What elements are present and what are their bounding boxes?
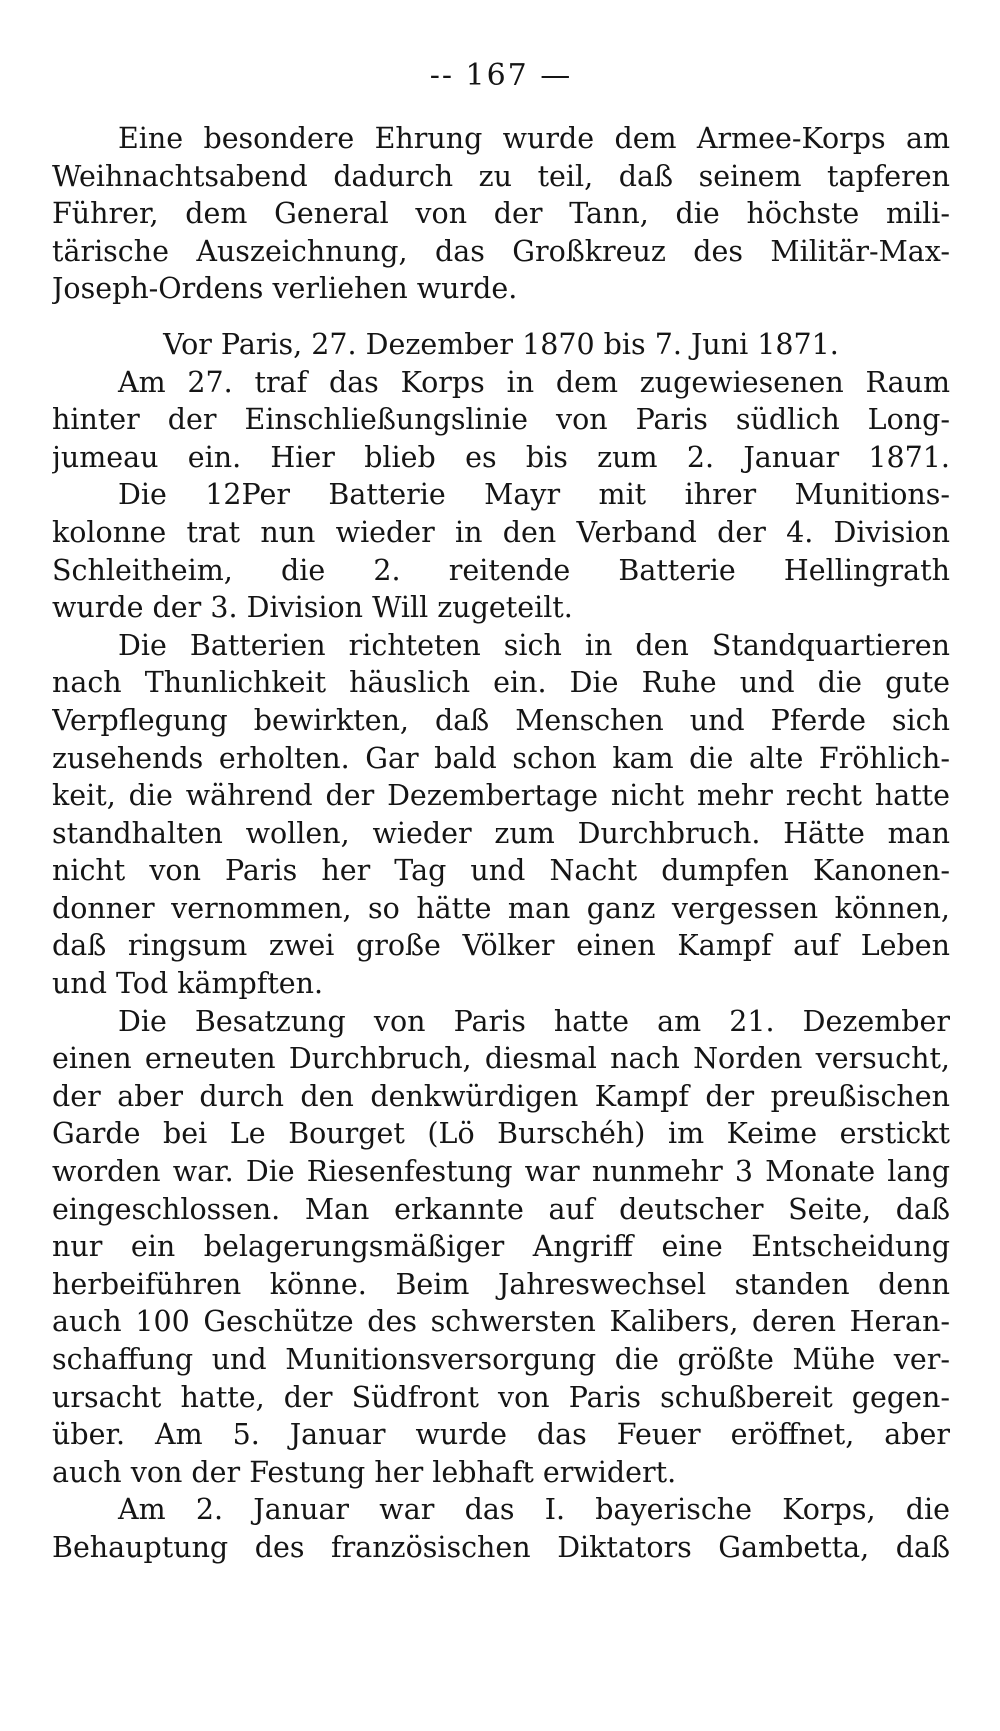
text-line: tärische Auszeichnung, das Großkreuz des Militär-Max-	[52, 234, 950, 268]
page-number: -- 167 —	[429, 58, 573, 93]
text-line: ursacht hatte, der Südfront von Paris schußbereit gegen-	[52, 1380, 950, 1414]
section-gap	[52, 308, 950, 326]
text-line: auch von der Festung her lebhaft erwidert.	[52, 1455, 677, 1489]
text-line: nach Thunlichkeit häuslich ein. Die Ruhe und die gute	[52, 666, 950, 700]
text-line: standhalten wollen, wieder zum Durchbruch. Hätte man	[52, 816, 950, 850]
text-line: schaffung und Munitionsversorgung die größte Mühe ver-	[52, 1343, 950, 1376]
text-line: kolonne trat nun wieder in den Verband der 4. Division	[52, 515, 950, 549]
text-line: worden war. Die Riesenfestung war nunmehr 3 Monate lang	[52, 1155, 950, 1189]
text-line: Schleitheim, die 2. reitende Batterie Hellingrath	[52, 553, 950, 587]
text-line: hinter der Einschließungslinie von Paris südlich Long-	[52, 403, 950, 437]
text-line: nur ein belagerungsmäßiger Angriff eine Entscheidung	[52, 1230, 950, 1264]
text-line: Die Batterien richteten sich in den Standquartieren	[118, 628, 950, 662]
text-line: Die Besatzung von Paris hatte am 21. Dezember	[118, 1004, 950, 1038]
text-line: herbeiführen könne. Beim Jahreswechsel standen denn	[52, 1267, 950, 1301]
text-line: Garde bei Le Bourget (Lö Burschéh) im Keime erstickt	[52, 1117, 950, 1151]
text-line: Verpflegung bewirkten, daß Menschen und Pferde sich	[52, 703, 950, 737]
text-line: über. Am 5. Januar wurde das Feuer eröffnet, aber	[52, 1418, 950, 1452]
text-line: donner vernommen, so hätte man ganz vergessen können,	[52, 891, 950, 925]
text-line: Führer, dem General von der Tann, die höchste mili-	[52, 197, 950, 231]
text-line: Am 27. traf das Korps in dem zugewiesenen Raum	[118, 365, 950, 399]
text-line: eingeschlossen. Man erkannte auf deutscher Seite, daß	[52, 1192, 950, 1226]
text-line: Am 2. Januar war das I. bayerische Korps, die	[118, 1493, 950, 1527]
section-heading: Vor Paris, 27. Dezember 1870 bis 7. Juni 1871.	[163, 327, 839, 361]
text-line: Eine besondere Ehrung wurde dem Armee-Korps am	[118, 122, 950, 155]
text-line: keit, die während der Dezembertage nicht mehr recht hatte	[52, 779, 950, 813]
text-line: nicht von Paris her Tag und Nacht dumpfen Kanonen-	[52, 854, 950, 888]
text-line: zusehends erholten. Gar bald schon kam die alte Fröhlich-	[52, 741, 950, 775]
text-line: einen erneuten Durchbruch, diesmal nach Norden versucht,	[52, 1042, 950, 1076]
text-line: Joseph-Ordens verliehen wurde.	[52, 272, 518, 306]
text-line: Weihnachtsabend dadurch zu teil, daß seinem tapferen	[52, 159, 950, 193]
text-line: wurde der 3. Division Will zugeteilt.	[52, 591, 573, 625]
text-line: und Tod kämpften.	[52, 967, 324, 1001]
text-line: daß ringsum zwei große Völker einen Kampf auf Leben	[52, 929, 950, 963]
text-line: der aber durch den denkwürdigen Kampf der preußischen	[52, 1079, 950, 1113]
text-line: auch 100 Geschütze des schwersten Kalibers, deren Heran-	[52, 1305, 950, 1339]
text-line: Die 12Per Batterie Mayr mit ihrer Munitions-	[118, 478, 950, 512]
text-line: jumeau ein. Hier blieb es bis zum 2. Januar 1871.	[52, 440, 950, 474]
body-text	[52, 120, 950, 1567]
text-line: Behauptung des französischen Diktators Gambetta, daß	[52, 1530, 950, 1564]
